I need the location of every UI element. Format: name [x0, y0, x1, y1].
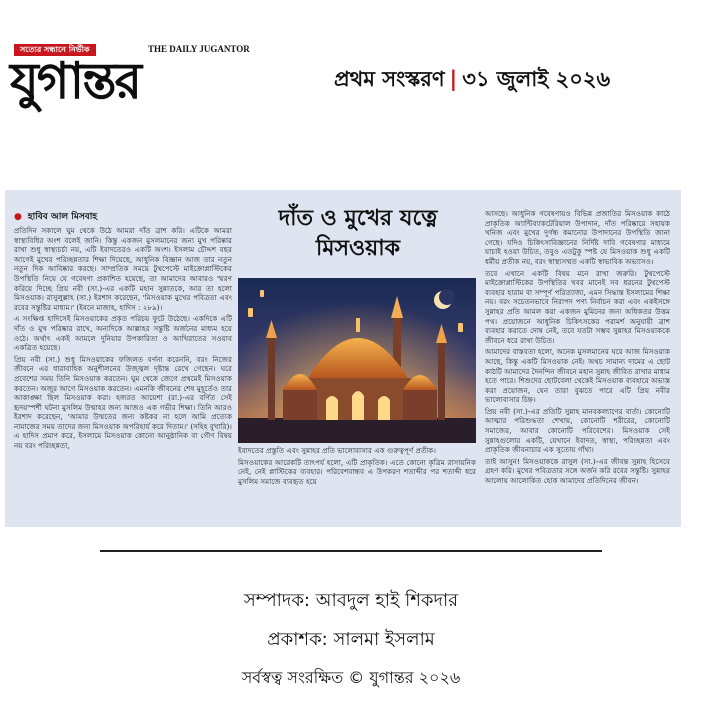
column-1-paragraph: প্রিয় নবী (সা.) শুধু মিসওয়াকের ফজিলত বর্ণনা করেননি, বরং নিজের জীবনে এর ধারাবাহিক অনুশীলনের উজ্জ্বল দৃষ্টান্ত রেখে গেছেন। ঘরে প্রবেশের সময় তিনি মিসওয়াক করতেন। ঘুম থেকে জেগে প্রথমেই মিসওয়াক করতেন। অজুর আগে মিসওয়াক করতেন। এমনকি জীবনের শেষ মুহূর্তেও তার আকাঙ্ক্ষা ছিল মিসওয়াক করা। হজরত আয়েশা (রা.)-এর বর্ণিত সেই হৃদয়স্পর্শী ঘটনা মুসলিম উম্মাহর জন্য আজও এক গভীর শিক্ষা। তিনি আরও ইরশাদ করেছেন, 'আমার উম্মতের জন্য কষ্টকর না হলে আমি প্রত্যেক নামাজের সময় তাদের জন্য মিসওয়াক অপরিহার্য করে দিতাম।' (সহিহ বুখারি)। এ হাদিস প্রমাণ করে, ইসলামে মিসওয়াক কোনো আনুষ্ঠানিক বা গৌণ বিষয় নয় বরং পরিচ্ছন্নতা, [14, 354, 232, 451]
edition-date: ৩১ জুলাই ২০২৬ [462, 67, 611, 91]
article-headline [246, 204, 470, 264]
footer-divider [100, 550, 602, 552]
red-dot-icon: ● [14, 212, 22, 222]
newspaper-logo: যুগান্তর [10, 52, 141, 110]
headline-line-1: দাঁত ও মুখের যত্নে [278, 206, 438, 231]
article-column-3 [485, 209, 670, 520]
column-3-paragraph: আসছে। আধুনিক গবেষণায়ও বিভিন্ন প্রজাতির মিসওয়াক কাঠে প্রাকৃতিক অ্যান্টিব্যাকটেরিয়াল উপাদান, দাঁত পরিষ্কারে সহায়ক খনিজ এবং মুখের দুর্গন্ধ কমানোর উপাদানের উপস্থিতি জানা গেছে। যদিও চিকিৎসাবিজ্ঞানের নির্দিষ্ট দাবি গবেষণার মাধ্যমে যাচাই হওয়া উচিত, তবুও এতটুকু স্পষ্ট যে মিসওয়াক শুধু একটি ধর্মীয় প্রতীক নয়, বরং স্বাস্থ্যসম্মত একটি স্বাভাবিক অভ্যাসও। [485, 209, 670, 266]
headline-line-2: মিসওয়াক [316, 236, 400, 261]
footer-publisher: প্রকাশক: সালমা ইসলাম [267, 629, 435, 650]
column-1-paragraph: এ সংক্ষিপ্ত হাদিসেই মিসওয়াকের প্রকৃত পরিচয় ফুটে উঠেছে। একদিকে এটি দাঁত ও মুখ পরিষ্কার রাখে, অন্যদিকে আল্লাহর সন্তুষ্টি অর্জনের মাধ্যম হয়ে ওঠে। অর্থাৎ একই আমলে দুনিয়ার উপকারিতা ও আখিরাতের সওয়াব একত্রিত হয়েছে। [14, 314, 232, 353]
edition-line [334, 63, 610, 98]
edition-separator: | [449, 67, 458, 91]
footer-editor: সম্পাদক: আবদুল হাই শিকদার [243, 590, 459, 611]
column-3-paragraph: তবে এখানে একটি বিষয় মনে রাখা জরুরি। টুথপেস্টে মাইক্রোপ্লাস্টিকের উপস্থিতির খবর মানেই সব ধরনের টুথপেস্ট ব্যবহার হারাম বা সম্পূর্ণ পরিত্যাজ্য, এমন সিদ্ধান্ত ইসলামের শিক্ষা নয়। বরং সচেতনভাবে নিরাপদ পণ্য নির্বাচন করা এবং একইসঙ্গে সুন্নাহর প্রতি আমল করা একজন মুমিনের জন্য অধিকতর উত্তম পথ। প্রয়োজনে আধুনিক চিকিৎসকের পরামর্শ অনুযায়ী ব্রাশ ব্যবহার করাতে দোষ নেই, তবে যতটা সম্ভব সুন্নাহর মিসওয়াককে জীবনে ধরে রাখা উচিত। [485, 268, 670, 345]
edition-label: প্রথম সংস্করণ [334, 67, 445, 91]
photo-caption: ইবাদতের প্রস্তুতি এবং সুন্নাহর প্রতি ভালোবাসার এক গুরুত্বপূর্ণ প্রতীক। [238, 446, 436, 455]
byline-name: হাবিব আল মিসবাহ [27, 212, 98, 222]
masthead-tagline: সত্যের সন্ধানে নির্ভীক [14, 44, 96, 56]
column-1-paragraph: প্রতিদিন সকালে ঘুম থেকে উঠে আমরা দাঁত ব্রাশ করি। এটিকে আমরা স্বাস্থ্যবিধির অংশ বলেই জানি। কিন্তু একজন মুসলমানের জন্য মুখ পরিষ্কার রাখা শুধু স্বাস্থ্যচর্চা নয়, এটি ইবাদতেরও একটি অংশ। ইসলাম চৌদ্দশ বছর আগেই মুখের পরিচ্ছন্নতার শিক্ষা দিয়েছে, আধুনিক বিজ্ঞান আজ তার নতুন নতুন দিক আবিষ্কার করছে। সাম্প্রতিক সময়ে টুথপেস্টে মাইক্রোপ্লাস্টিকের উপস্থিতি নিয়ে যে গবেষণা প্রকাশিত হয়েছে, তা আমাদের আবারও স্মরণ করিয়ে দিচ্ছে প্রিয় নবী (সা.)-এর একটি মহান সুন্নাতকে, আর তা হলো মিসওয়াক। রাসুলুল্লাহ (সা.) ইরশাদ করেছেন, 'মিসওয়াক মুখের পবিত্রতা এবং রবের সন্তুষ্টির মাধ্যম।' (ইবনে মাজাহ, হাদিস : ২৮৯)। [14, 226, 232, 312]
article-column-2-bottom [238, 446, 476, 522]
article-byline [14, 209, 97, 224]
column-3-paragraph: তাই আসুন! মিসওয়াককে রাসুল (সা.)-এর জীবন্ত সুন্নাহ হিসেবে গ্রহণ করি। মুখের পবিত্রতার সঙ্গে অর্জন করি রবের সন্তুষ্টি। সুন্নাহর আলোয় আলোকিত হোক আমাদের প্রতিদিনের জীবন। [485, 456, 670, 486]
article-column-1 [14, 226, 232, 520]
column-3-paragraph: প্রিয় নবী (সা.)-এর প্রতিটি সুন্নাহ মানবকল্যাণের বার্তা। কোনোটি আত্মার পরিশুদ্ধতা শেখায়, কোনোটি শরীরের, কোনোটি সমাজের, আবার কোনোটি পরিবেশের। মিসওয়াক সেই সুন্নাহগুলোর একটি, যেখানে ইবাদত, স্বাস্থ্য, পরিচ্ছন্নতা এবং প্রাকৃতিক জীবনাচার এক সুতোয় গাঁথা। [485, 406, 670, 455]
masthead-english-name: THE DAILY JUGANTOR [148, 44, 250, 54]
column-2-paragraph: মিসওয়াকের আরেকটি তাৎপর্য হলো, এটি প্রাকৃতিক। এতে কোনো কৃত্রিম রাসায়নিক নেই, নেই প্লাস্টিকের ব্যবহার। পরিবেশবান্ধব এ উপকরণ শতাব্দীর পর শতাব্দী ধরে মুসলিম সমাজে ব্যবহৃত হয়ে [238, 457, 476, 486]
column-3-paragraph: আমাদের বাস্তবতা হলো, অনেক মুসলমানের ঘরে আজ মিসওয়াক আছে, কিন্তু একটি মিসওয়াক নেই। অথচ সামান্য দামের এ ছোট কাঠটি আমাদের দৈনন্দিন জীবনে মহান সুন্নাহ জীবিত রাখার মাধ্যম হতে পারে। শিশুদের ছোটবেলা থেকেই মিসওয়াক ব্যবহারে অভ্যস্ত করা প্রয়োজন, যেন তারা বুঝতে পারে এটি প্রিয় নবীর ভালোবাসার চিহ্ন। [485, 347, 670, 405]
mosque-illustration [238, 278, 476, 443]
footer-copyright: সর্বস্বত্ব সংরক্ষিত © যুগান্তর ২০২৬ [241, 668, 461, 687]
